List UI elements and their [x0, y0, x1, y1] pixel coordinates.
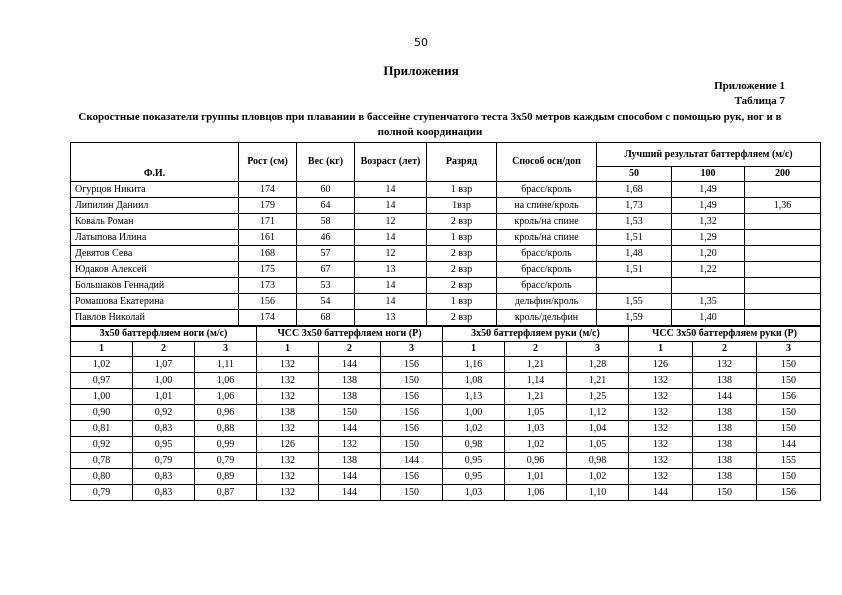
cell-value: 132	[629, 437, 693, 453]
cell-value: 1,10	[567, 485, 629, 501]
cell-value: 0,83	[133, 421, 195, 437]
section-heading: Приложения	[383, 63, 459, 78]
cell-b50: 1,59	[597, 310, 672, 326]
cell-value: 1,25	[567, 389, 629, 405]
cell-age: 13	[355, 310, 427, 326]
cell-value: 1,02	[443, 421, 505, 437]
cell-rank: 1 взр	[427, 294, 497, 310]
cell-value: 132	[319, 437, 381, 453]
cell-name: Большаков Геннадий	[71, 278, 239, 294]
page-number: 50	[414, 36, 428, 49]
cell-stroke: брасс/кроль	[497, 182, 597, 198]
table-row	[71, 230, 821, 246]
swimmers-table	[70, 142, 821, 326]
cell-b50: 1,51	[597, 230, 672, 246]
cell-value: 150	[381, 485, 443, 501]
cell-b200	[745, 182, 821, 198]
appendix-label: Приложение 1	[714, 80, 785, 92]
cell-value: 132	[629, 405, 693, 421]
cell-value: 144	[319, 485, 381, 501]
table-row	[71, 278, 821, 294]
cell-stroke: брасс/кроль	[497, 262, 597, 278]
sub-header-trial: 2	[133, 342, 195, 357]
cell-rank: 2 взр	[427, 246, 497, 262]
cell-b50: 1,73	[597, 198, 672, 214]
cell-value: 126	[257, 437, 319, 453]
cell-b200	[745, 230, 821, 246]
cell-value: 1,04	[567, 421, 629, 437]
cell-value: 150	[693, 485, 757, 501]
sub-header-trial: 3	[757, 342, 821, 357]
cell-value: 0,95	[133, 437, 195, 453]
cell-height: 175	[239, 262, 297, 278]
cell-value: 132	[629, 373, 693, 389]
cell-stroke: кроль/дельфин	[497, 310, 597, 326]
cell-value: 1,05	[505, 405, 567, 421]
cell-stroke: кроль/на спине	[497, 230, 597, 246]
cell-value: 144	[319, 357, 381, 373]
cell-value: 1,06	[195, 389, 257, 405]
cell-value: 0,88	[195, 421, 257, 437]
cell-value: 138	[257, 405, 319, 421]
sub-header-trial: 3	[567, 342, 629, 357]
cell-age: 14	[355, 182, 427, 198]
cell-value: 0,95	[443, 453, 505, 469]
cell-value: 0,79	[195, 453, 257, 469]
cell-value: 0,78	[71, 453, 133, 469]
table-row	[71, 246, 821, 262]
group-header-legs-speed: 3х50 баттерфляем ноги (м/с)	[71, 327, 257, 342]
header-height: Рост (см)	[239, 143, 297, 182]
cell-value: 156	[381, 357, 443, 373]
cell-name: Коваль Роман	[71, 214, 239, 230]
cell-weight: 53	[297, 278, 355, 294]
cell-value: 1,21	[505, 357, 567, 373]
cell-value: 132	[257, 485, 319, 501]
sub-header-trial: 2	[319, 342, 381, 357]
header-weight: Вес (кг)	[297, 143, 355, 182]
cell-value: 144	[757, 437, 821, 453]
cell-value: 0,83	[133, 485, 195, 501]
cell-value: 1,05	[567, 437, 629, 453]
cell-b50: 1,55	[597, 294, 672, 310]
cell-height: 171	[239, 214, 297, 230]
cell-value: 0,79	[71, 485, 133, 501]
header-rank: Разряд	[427, 143, 497, 182]
cell-stroke: на спине/кроль	[497, 198, 597, 214]
cell-b100: 1,40	[672, 310, 745, 326]
cell-value: 0,92	[71, 437, 133, 453]
cell-b200	[745, 294, 821, 310]
cell-value: 1,01	[505, 469, 567, 485]
cell-value: 1,00	[71, 389, 133, 405]
cell-value: 138	[693, 469, 757, 485]
header-distance-200: 200	[745, 167, 821, 182]
cell-age: 14	[355, 230, 427, 246]
sub-header-trial: 3	[195, 342, 257, 357]
cell-age: 14	[355, 198, 427, 214]
cell-rank: 2 взр	[427, 214, 497, 230]
cell-height: 156	[239, 294, 297, 310]
cell-value: 156	[381, 405, 443, 421]
cell-value: 1,02	[567, 469, 629, 485]
cell-value: 1,01	[133, 389, 195, 405]
cell-value: 144	[693, 389, 757, 405]
cell-name: Огурцов Никита	[71, 182, 239, 198]
table-row	[71, 373, 821, 389]
cell-value: 0,98	[567, 453, 629, 469]
cell-height: 161	[239, 230, 297, 246]
sub-header-trial: 2	[693, 342, 757, 357]
table-row	[71, 405, 821, 421]
cell-value: 1,00	[133, 373, 195, 389]
cell-b100: 1,32	[672, 214, 745, 230]
cell-weight: 60	[297, 182, 355, 198]
cell-age: 14	[355, 294, 427, 310]
header-strokes: Способ осн/доп	[497, 143, 597, 182]
cell-b50: 1,48	[597, 246, 672, 262]
cell-value: 150	[757, 357, 821, 373]
cell-b200	[745, 262, 821, 278]
cell-value: 0,97	[71, 373, 133, 389]
cell-value: 1,06	[195, 373, 257, 389]
table-row	[71, 214, 821, 230]
table-row	[71, 357, 821, 373]
table-row	[71, 389, 821, 405]
cell-value: 0,80	[71, 469, 133, 485]
cell-value: 156	[381, 469, 443, 485]
cell-value: 1,13	[443, 389, 505, 405]
cell-weight: 54	[297, 294, 355, 310]
cell-value: 138	[693, 421, 757, 437]
cell-age: 12	[355, 246, 427, 262]
cell-name: Юдаков Алексей	[71, 262, 239, 278]
cell-b100: 1,49	[672, 198, 745, 214]
cell-value: 144	[319, 469, 381, 485]
cell-b100	[672, 278, 745, 294]
cell-value: 156	[757, 389, 821, 405]
sub-header-trial: 1	[257, 342, 319, 357]
table-row	[71, 421, 821, 437]
cell-b50	[597, 278, 672, 294]
cell-b100: 1,29	[672, 230, 745, 246]
table-caption: Скоростные показатели группы пловцов при плавании в бассейне ступенчатого теста 3х50 метров каждым способом с помощью рук, ног и в полной координации	[78, 111, 782, 138]
cell-weight: 68	[297, 310, 355, 326]
cell-value: 0,87	[195, 485, 257, 501]
table-row	[71, 310, 821, 326]
cell-value: 155	[757, 453, 821, 469]
cell-value: 138	[693, 437, 757, 453]
cell-value: 138	[693, 373, 757, 389]
cell-value: 1,21	[567, 373, 629, 389]
sub-header-trial: 1	[443, 342, 505, 357]
cell-value: 150	[757, 469, 821, 485]
cell-value: 150	[757, 405, 821, 421]
cell-name: Латыпова Илина	[71, 230, 239, 246]
cell-b100: 1,22	[672, 262, 745, 278]
cell-value: 1,06	[505, 485, 567, 501]
cell-value: 1,03	[443, 485, 505, 501]
cell-value: 0,95	[443, 469, 505, 485]
cell-weight: 58	[297, 214, 355, 230]
sub-header-trial: 1	[71, 342, 133, 357]
cell-value: 138	[693, 453, 757, 469]
header-distance-50: 50	[597, 167, 672, 182]
cell-value: 1,28	[567, 357, 629, 373]
cell-b200	[745, 246, 821, 262]
cell-value: 132	[257, 373, 319, 389]
cell-stroke: брасс/кроль	[497, 278, 597, 294]
cell-value: 0,90	[71, 405, 133, 421]
cell-height: 168	[239, 246, 297, 262]
cell-rank: 2 взр	[427, 278, 497, 294]
cell-name: Девятов Сева	[71, 246, 239, 262]
cell-rank: 2 взр	[427, 310, 497, 326]
cell-rank: 1 взр	[427, 182, 497, 198]
cell-value: 1,07	[133, 357, 195, 373]
cell-value: 0,81	[71, 421, 133, 437]
table-row	[71, 485, 821, 501]
cell-value: 1,21	[505, 389, 567, 405]
cell-value: 0,89	[195, 469, 257, 485]
cell-value: 0,92	[133, 405, 195, 421]
table-row	[71, 453, 821, 469]
cell-value: 132	[629, 469, 693, 485]
cell-value: 138	[319, 389, 381, 405]
cell-value: 156	[381, 421, 443, 437]
table-row	[71, 469, 821, 485]
test-results-table	[70, 326, 821, 501]
cell-stroke: дельфин/кроль	[497, 294, 597, 310]
cell-value: 156	[381, 389, 443, 405]
group-header-arms-speed: 3х50 баттерфляем руки (м/с)	[443, 327, 629, 342]
cell-weight: 67	[297, 262, 355, 278]
cell-b50: 1,51	[597, 262, 672, 278]
cell-value: 0,99	[195, 437, 257, 453]
cell-stroke: брасс/кроль	[497, 246, 597, 262]
cell-weight: 64	[297, 198, 355, 214]
cell-value: 132	[629, 389, 693, 405]
cell-name: Липилин Даниил	[71, 198, 239, 214]
cell-value: 0,98	[443, 437, 505, 453]
cell-value: 138	[319, 373, 381, 389]
group-header-arms-heart-rate: ЧСС 3х50 баттерфляем руки (Р)	[629, 327, 821, 342]
table-row	[71, 182, 821, 198]
cell-value: 1,16	[443, 357, 505, 373]
cell-value: 0,96	[195, 405, 257, 421]
cell-height: 174	[239, 310, 297, 326]
cell-value: 144	[629, 485, 693, 501]
cell-weight: 57	[297, 246, 355, 262]
cell-value: 138	[319, 453, 381, 469]
cell-weight: 46	[297, 230, 355, 246]
cell-value: 132	[257, 421, 319, 437]
cell-age: 12	[355, 214, 427, 230]
cell-value: 1,00	[443, 405, 505, 421]
table-row	[71, 294, 821, 310]
cell-b100: 1,49	[672, 182, 745, 198]
cell-rank: 1взр	[427, 198, 497, 214]
sub-header-trial: 1	[629, 342, 693, 357]
cell-value: 150	[757, 421, 821, 437]
sub-header-trial: 3	[381, 342, 443, 357]
cell-value: 150	[381, 373, 443, 389]
cell-value: 144	[319, 421, 381, 437]
header-distance-100: 100	[672, 167, 745, 182]
cell-value: 132	[257, 469, 319, 485]
cell-b200: 1,36	[745, 198, 821, 214]
cell-value: 132	[629, 453, 693, 469]
cell-b200	[745, 310, 821, 326]
cell-value: 1,02	[505, 437, 567, 453]
cell-value: 132	[257, 357, 319, 373]
cell-rank: 2 взр	[427, 262, 497, 278]
cell-value: 1,11	[195, 357, 257, 373]
header-age: Возраст (лет)	[355, 143, 427, 182]
cell-value: 132	[257, 453, 319, 469]
cell-value: 132	[257, 389, 319, 405]
cell-height: 173	[239, 278, 297, 294]
cell-b200	[745, 214, 821, 230]
sub-header-trial: 2	[505, 342, 567, 357]
cell-value: 1,14	[505, 373, 567, 389]
cell-age: 14	[355, 278, 427, 294]
cell-name: Ромашова Екатерина	[71, 294, 239, 310]
cell-rank: 1 взр	[427, 230, 497, 246]
header-name: Ф.И.	[71, 143, 239, 182]
cell-b50: 1,53	[597, 214, 672, 230]
table-row	[71, 437, 821, 453]
cell-value: 138	[693, 405, 757, 421]
cell-name: Павлов Николай	[71, 310, 239, 326]
cell-value: 144	[381, 453, 443, 469]
table-label: Таблица 7	[734, 95, 785, 107]
cell-value: 1,03	[505, 421, 567, 437]
cell-age: 13	[355, 262, 427, 278]
cell-value: 0,79	[133, 453, 195, 469]
cell-b100: 1,20	[672, 246, 745, 262]
cell-height: 179	[239, 198, 297, 214]
header-best-result: Лучший результат баттерфляем (м/с)	[597, 143, 821, 167]
cell-value: 0,96	[505, 453, 567, 469]
group-header-legs-heart-rate: ЧСС 3х50 баттерфляем ноги (Р)	[257, 327, 443, 342]
cell-value: 0,83	[133, 469, 195, 485]
cell-b200	[745, 278, 821, 294]
cell-value: 150	[381, 437, 443, 453]
cell-value: 156	[757, 485, 821, 501]
cell-value: 150	[757, 373, 821, 389]
cell-value: 126	[629, 357, 693, 373]
cell-b100: 1,35	[672, 294, 745, 310]
cell-stroke: кроль/на спине	[497, 214, 597, 230]
cell-value: 1,08	[443, 373, 505, 389]
cell-value: 132	[629, 421, 693, 437]
cell-height: 174	[239, 182, 297, 198]
cell-value: 1,12	[567, 405, 629, 421]
cell-value: 132	[693, 357, 757, 373]
cell-value: 1,02	[71, 357, 133, 373]
table-row	[71, 262, 821, 278]
table-row	[71, 198, 821, 214]
cell-value: 150	[319, 405, 381, 421]
cell-b50: 1,68	[597, 182, 672, 198]
